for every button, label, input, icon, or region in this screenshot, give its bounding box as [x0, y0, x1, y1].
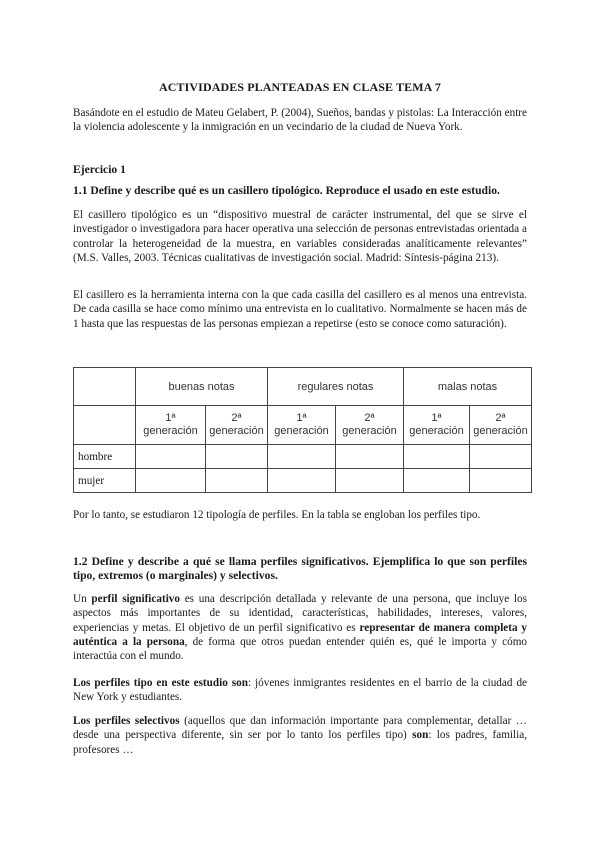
table-cell: [136, 445, 206, 469]
question-1-conclusion: Por lo tanto, se estudiaron 12 tipología de perfiles. En la tabla se engloban los perfiles tipo.: [73, 509, 481, 521]
bold-term: representar de manera completa y auténtica a la persona: [73, 621, 528, 648]
table-generation-header: [136, 406, 206, 445]
text-run: es una descripción detallada y relevante de una persona, que incluye los aspectos más importantes de su identidad, características, habilidades, intereses, valores, experiencias y metas. El objetivo de un perfil significativo es: [73, 593, 527, 634]
question-1-paragraph-2: El casillero es la herramienta interna con la que cada casilla del casillero es al menos una entrevista. De cada casilla se hace como mínimo una entrevista en lo cualitativo. Normalmente se hacen más de 1 hasta que las respuestas de las personas empiezan a repetirse (esto se conoce como saturación).: [73, 289, 527, 330]
text-run: (aquellos que dan información importante para complementar, detallar … desde una perspectiva diferente, sin ser por lo tanto los perfiles tipo): [73, 715, 527, 742]
table-cell: [336, 445, 404, 469]
gen-label: generación: [274, 425, 329, 437]
table-header-row: [74, 368, 532, 406]
gen-ordinal: 1ª: [296, 412, 307, 424]
table-cell: [268, 469, 336, 493]
gen-ordinal: 1ª: [165, 412, 176, 424]
table-group-header: malas notas: [404, 368, 532, 406]
bold-term: Los perfiles tipo en este estudio son: [73, 677, 248, 689]
gen-label: generación: [473, 425, 528, 437]
table-cell: [206, 445, 268, 469]
gen-label: generación: [342, 425, 397, 437]
table-cell: [136, 469, 206, 493]
exercise-heading: Ejercicio 1: [73, 163, 126, 176]
table-generation-row: [74, 406, 532, 445]
table-generation-header: [470, 406, 532, 445]
question-2-paragraph-3: [73, 714, 527, 757]
table-cell: [404, 445, 470, 469]
table-row: [74, 445, 532, 469]
table-group-header: buenas notas: [136, 368, 268, 406]
question-2-heading: 1.2 Define y describe a qué se llama perfiles significativos. Ejemplifica lo que son perfiles tipo, extremos (o marginales) y selectivos.: [73, 555, 527, 583]
gen-label: generación: [409, 425, 464, 437]
table-cell: [336, 469, 404, 493]
table-row-label: hombre: [74, 445, 136, 469]
table-generation-header: [404, 406, 470, 445]
question-1-heading: 1.1 Define y describe qué es un casillero tipológico. Reproduce el usado en este estudio.: [73, 184, 500, 197]
table-empty-cell: [74, 406, 136, 445]
document-title: ACTIVIDADES PLANTEADAS EN CLASE TEMA 7: [159, 80, 441, 94]
table-row-label: mujer: [74, 469, 136, 493]
table-row: [74, 469, 532, 493]
question-1-paragraph-1: El casillero tipológico es un “dispositivo muestral de carácter instrumental, del que se sirve el investigador o investigadora para hacer operativa una selección de personas entrevistadas orientada a controlar la heterogeneidad de la muestra, en variables consideradas analíticamente relevantes” (M.S. Valles, 2003. Técnicas cualitativas de investigación social. Madrid: Síntesis-página 213).: [73, 209, 527, 264]
table-generation-header: [336, 406, 404, 445]
text-run: , de forma que otros puedan entender quién es, qué le importa y cómo interactúa con el mundo.: [73, 635, 527, 663]
text-run: : jóvenes inmigrantes residentes en el barrio de la ciudad de New York y estudiantes.: [73, 677, 527, 704]
gen-label: generación: [143, 425, 198, 437]
table-corner-cell: [74, 368, 136, 406]
gen-ordinal: 2ª: [495, 412, 506, 424]
table-group-header: regulares notas: [268, 368, 404, 406]
table-generation-header: [206, 406, 268, 445]
gen-ordinal: 2ª: [231, 412, 242, 424]
table-cell: [470, 469, 532, 493]
bold-term: Los perfiles selectivos: [73, 715, 180, 727]
question-2-paragraph-2: [73, 676, 527, 705]
table-generation-header: [268, 406, 336, 445]
gen-label: generación: [209, 425, 264, 437]
question-2-paragraph-1: [73, 592, 527, 663]
gen-ordinal: 2ª: [364, 412, 375, 424]
typology-table: [73, 367, 532, 493]
table-cell: [404, 469, 470, 493]
gen-ordinal: 1ª: [431, 412, 442, 424]
bold-term: perfil significativo: [91, 593, 180, 605]
text-run: Un: [73, 593, 92, 605]
table-cell: [268, 445, 336, 469]
table-cell: [470, 445, 532, 469]
intro-paragraph: Basándote en el estudio de Mateu Gelabert, P. (2004), Sueños, bandas y pistolas: La Interacción entre la violencia adolescente y la inmigración en un vecindario de la ciudad de Nueva York.: [73, 107, 527, 134]
table-cell: [206, 469, 268, 493]
text-run: : los padres, familia, profesores …: [73, 729, 528, 756]
bold-term: son: [412, 729, 429, 742]
